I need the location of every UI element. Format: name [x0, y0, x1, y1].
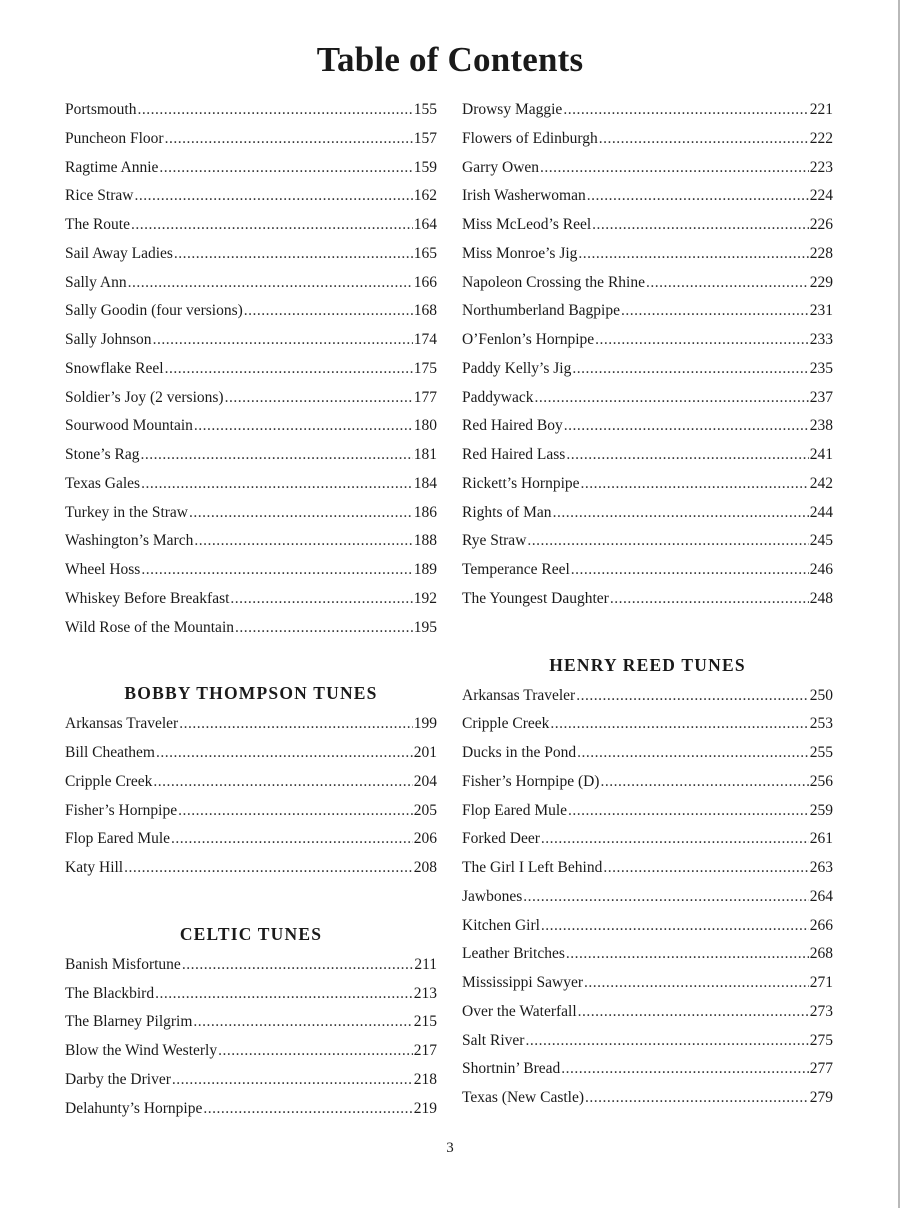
spacer: [65, 883, 437, 917]
toc-entry-title: Ragtime Annie: [65, 158, 159, 176]
dot-leader: [576, 682, 809, 711]
toc-entry-title: Flop Eared Mule: [65, 830, 171, 848]
toc-entry-title: Jawbones: [462, 887, 523, 905]
dot-leader: [159, 154, 412, 183]
dot-leader: [137, 96, 412, 125]
toc-entry-page: 192: [413, 589, 437, 607]
toc-entry-title: The Girl I Left Behind: [462, 859, 603, 876]
toc-entry-title: Blow the Wind Westerly: [65, 1042, 218, 1059]
toc-entry-page: 180: [413, 417, 437, 435]
toc-entry-title: Ducks in the Pond: [462, 744, 577, 761]
toc-entry-page: 253: [809, 715, 833, 733]
dot-leader: [155, 980, 413, 1009]
dot-leader: [563, 96, 808, 125]
toc-entry-title: Arkansas Traveler: [462, 686, 576, 704]
toc-entry-page: 199: [413, 715, 437, 733]
toc-entry-title: Temperance Reel: [462, 561, 570, 578]
dot-leader: [553, 499, 809, 528]
toc-entry: [65, 1095, 437, 1124]
dot-leader: [572, 355, 808, 384]
toc-entry-title: Salt River: [462, 1031, 525, 1049]
toc-entry-page: 177: [413, 388, 437, 406]
dot-leader: [621, 297, 809, 326]
toc-entry: [65, 154, 437, 183]
section-heading-bobby-thompson: BOBBY THOMPSON TUNES: [124, 683, 378, 704]
toc-entry-page: 231: [809, 302, 833, 320]
dot-leader: [141, 470, 413, 499]
toc-entry-page: 266: [809, 916, 833, 934]
dot-leader: [568, 797, 809, 826]
toc-entry: [65, 269, 437, 298]
toc-entry: [65, 240, 437, 269]
toc-entry: [462, 682, 833, 711]
toc-entry-title: Darby the Driver: [65, 1070, 171, 1088]
toc-entry-title: Irish Washerwoman: [462, 187, 586, 205]
toc-entry-page: 181: [413, 446, 437, 463]
toc-entry: [65, 355, 437, 384]
dot-leader: [153, 768, 412, 797]
toc-entry-title: Sourwood Mountain: [65, 417, 193, 435]
toc-entry-page: 268: [809, 945, 833, 963]
dot-leader: [194, 527, 412, 556]
toc-entry-title: Whiskey Before Breakfast: [65, 589, 230, 607]
toc-entry-title: Arkansas Traveler: [65, 715, 179, 733]
spacer: [462, 614, 833, 648]
toc-entry: [462, 269, 833, 298]
toc-entry-title: Soldier’s Joy (2 versions): [65, 388, 224, 406]
toc-entry: [65, 527, 437, 556]
dot-leader: [584, 969, 809, 998]
toc-entry: [65, 825, 437, 854]
dot-leader: [134, 182, 412, 211]
toc-entry-page: 174: [413, 331, 437, 348]
toc-entry-page: 205: [413, 801, 437, 819]
toc-entry-page: 188: [413, 532, 437, 550]
toc-entry-title: Rights of Man: [462, 503, 552, 521]
toc-entry-page: 255: [809, 744, 833, 761]
dot-leader: [182, 951, 414, 980]
toc-entry-page: 222: [809, 129, 833, 147]
toc-entry-page: 241: [809, 446, 833, 463]
toc-entry-page: 271: [809, 974, 833, 991]
dot-leader: [225, 384, 413, 413]
toc-entry-title: Turkey in the Straw: [65, 503, 188, 521]
dot-leader: [534, 384, 808, 413]
dot-leader: [585, 1084, 809, 1113]
page-number: 3: [446, 1140, 454, 1156]
toc-entry-page: 166: [413, 273, 437, 291]
dot-leader: [193, 1008, 412, 1037]
toc-entry-page: 162: [413, 187, 437, 205]
dot-leader: [179, 710, 413, 739]
toc-entry-title: Miss McLeod’s Reel: [462, 216, 592, 233]
dot-leader: [525, 1027, 808, 1056]
toc-list-celtic: [65, 951, 437, 1124]
toc-entry: [462, 1027, 833, 1056]
toc-entry: [462, 211, 833, 240]
dot-leader: [592, 211, 809, 240]
dot-leader: [218, 1037, 413, 1066]
toc-entry: [462, 125, 833, 154]
toc-entry: [65, 854, 437, 883]
toc-entry: [462, 912, 833, 941]
toc-entry: [462, 154, 833, 183]
toc-entry: [65, 614, 437, 643]
toc-entry-title: Leather Britches: [462, 945, 565, 963]
toc-entry-page: 168: [413, 302, 437, 320]
toc-entry: [65, 412, 437, 441]
toc-entry-title: Wheel Hoss: [65, 561, 141, 578]
toc-entry-page: 259: [809, 801, 833, 819]
toc-entry-title: Snowflake Reel: [65, 359, 164, 377]
dot-leader: [541, 912, 809, 941]
toc-entry-title: Mississippi Sawyer: [462, 974, 583, 991]
toc-entry-page: 242: [809, 474, 833, 492]
toc-entry-title: Forked Deer: [462, 830, 540, 848]
toc-entry-title: Sally Goodin (four versions): [65, 302, 243, 320]
toc-entry-page: 201: [413, 744, 437, 761]
dot-leader: [172, 1066, 413, 1095]
toc-entry-page: 233: [809, 331, 833, 348]
toc-entry: [65, 441, 437, 470]
toc-entry-page: 175: [413, 359, 437, 377]
toc-entry: [65, 1008, 437, 1037]
dot-leader: [194, 412, 413, 441]
toc-entry-page: 275: [809, 1031, 833, 1049]
toc-entry-title: Northumberland Bagpipe: [462, 302, 620, 320]
toc-entry-page: 208: [413, 859, 437, 876]
toc-entry: [462, 940, 833, 969]
dot-leader: [189, 499, 413, 528]
spacer: [65, 642, 437, 676]
toc-entry-page: 184: [413, 474, 437, 492]
toc-entry-page: 229: [809, 273, 833, 291]
toc-entry-page: 245: [809, 532, 833, 550]
toc-list-celtic-continued: [462, 96, 833, 614]
toc-entry-title: Katy Hill: [65, 859, 124, 876]
section-heading-celtic: CELTIC TUNES: [179, 923, 323, 944]
dot-leader: [540, 154, 809, 183]
dot-leader: [171, 825, 413, 854]
toc-entry: [65, 951, 437, 980]
toc-entry-title: Over the Waterfall: [462, 1002, 577, 1020]
toc-entry-page: 206: [413, 830, 437, 848]
toc-entry: [462, 384, 833, 413]
dot-leader: [165, 355, 413, 384]
toc-entry-title: Napoleon Crossing the Rhine: [462, 273, 645, 291]
dot-leader: [587, 182, 809, 211]
toc-entry: [65, 125, 437, 154]
toc-entry-page: 279: [809, 1089, 833, 1106]
toc-entry: [462, 998, 833, 1027]
toc-entry-title: Cripple Creek: [462, 715, 550, 733]
dot-leader: [203, 1095, 412, 1124]
toc-entry: [462, 768, 833, 797]
toc-entry-page: 155: [413, 101, 437, 118]
toc-entry-page: 277: [809, 1060, 833, 1078]
dot-leader: [541, 825, 809, 854]
toc-entry-title: Banish Misfortune: [65, 955, 181, 973]
toc-entry: [65, 326, 437, 355]
left-column: [65, 96, 437, 1123]
dot-leader: [561, 1055, 808, 1084]
toc-entry-page: 248: [809, 589, 833, 607]
toc-entry: [65, 585, 437, 614]
dot-leader: [600, 768, 808, 797]
dot-leader: [577, 739, 809, 768]
toc-entry: [65, 384, 437, 413]
toc-entry-title: Rye Straw: [462, 532, 527, 550]
toc-entry-title: Paddy Kelly’s Jig: [462, 359, 572, 377]
toc-entry: [65, 96, 437, 125]
dot-leader: [571, 556, 809, 585]
dot-leader: [235, 614, 413, 643]
toc-entry-page: 218: [413, 1070, 437, 1088]
toc-entry-page: 264: [809, 887, 833, 905]
toc-entry-page: 250: [809, 686, 833, 704]
toc-entry-title: Wild Rose of the Mountain: [65, 618, 234, 636]
toc-list-bobby-thompson: [65, 710, 437, 883]
toc-entry-title: The Blarney Pilgrim: [65, 1013, 193, 1031]
toc-entry: [65, 211, 437, 240]
toc-entry: [462, 297, 833, 326]
dot-leader: [174, 240, 413, 269]
toc-entry-title: O’Fenlon’s Hornpipe: [462, 331, 595, 348]
dot-leader: [603, 854, 808, 883]
toc-entry-page: 157: [413, 129, 437, 147]
toc-entry-page: 213: [413, 984, 437, 1002]
toc-entry: [462, 1084, 833, 1113]
toc-entry-title: Shortnin’ Bread: [462, 1060, 561, 1078]
toc-entry-page: 186: [413, 503, 437, 521]
toc-entry-page: 217: [413, 1042, 437, 1059]
toc-list-henry-reed: [462, 682, 833, 1113]
toc-entry: [65, 499, 437, 528]
toc-entry: [462, 412, 833, 441]
dot-leader: [550, 710, 808, 739]
toc-entry: [462, 182, 833, 211]
toc-entry-page: 238: [809, 417, 833, 435]
toc-entry: [462, 96, 833, 125]
dot-leader: [523, 883, 808, 912]
dot-leader: [131, 211, 413, 240]
toc-entry: [462, 797, 833, 826]
toc-entry: [65, 797, 437, 826]
dot-leader: [578, 998, 809, 1027]
toc-entry-title: Rickett’s Hornpipe: [462, 474, 580, 492]
toc-entry-title: Delahunty’s Hornpipe: [65, 1099, 203, 1117]
dot-leader: [646, 269, 809, 298]
toc-entry: [65, 980, 437, 1009]
toc-entry: [65, 739, 437, 768]
dot-leader: [610, 585, 809, 614]
toc-entry-page: 215: [413, 1013, 437, 1031]
toc-entry-title: Texas Gales: [65, 474, 141, 492]
toc-entry-page: 261: [809, 830, 833, 848]
dot-leader: [230, 585, 412, 614]
toc-entry-page: 195: [413, 618, 437, 636]
toc-entry: [65, 556, 437, 585]
toc-entry: [462, 470, 833, 499]
toc-entry: [462, 969, 833, 998]
dot-leader: [527, 527, 808, 556]
toc-entry: [462, 499, 833, 528]
toc-entry: [462, 710, 833, 739]
toc-entry-page: 228: [809, 244, 833, 262]
toc-entry: [462, 355, 833, 384]
toc-entry-page: 211: [414, 955, 437, 973]
dot-leader: [564, 412, 809, 441]
toc-entry: [462, 825, 833, 854]
toc-entry-title: Red Haired Lass: [462, 446, 566, 463]
toc-entry-title: The Blackbird: [65, 984, 155, 1002]
dot-leader: [128, 269, 413, 298]
toc-entry-page: 226: [809, 216, 833, 233]
dot-leader: [595, 326, 809, 355]
toc-entry-title: Texas (New Castle): [462, 1089, 585, 1106]
toc-entry-title: Fisher’s Hornpipe (D): [462, 772, 600, 790]
toc-entry: [65, 470, 437, 499]
toc-entry-title: Washington’s March: [65, 532, 194, 550]
toc-entry-title: Sally Ann: [65, 273, 127, 291]
toc-entry-title: Red Haired Boy: [462, 417, 563, 435]
toc-entry: [462, 854, 833, 883]
dot-leader: [165, 125, 413, 154]
toc-entry-title: Bill Cheathem: [65, 744, 155, 761]
toc-entry: [462, 326, 833, 355]
toc-entry: [65, 768, 437, 797]
toc-entry-page: 263: [809, 859, 833, 876]
toc-entry-title: Flop Eared Mule: [462, 801, 568, 819]
toc-entry-page: 244: [809, 503, 833, 521]
toc-entry-title: Puncheon Floor: [65, 129, 164, 147]
toc-entry-title: The Youngest Daughter: [462, 589, 609, 607]
dot-leader: [566, 940, 809, 969]
toc-entry-title: Stone’s Rag: [65, 446, 140, 463]
toc-entry-page: 237: [809, 388, 833, 406]
dot-leader: [141, 556, 412, 585]
toc-list-main: [65, 96, 437, 642]
toc-entry-page: 246: [809, 561, 833, 578]
toc-entry: [462, 441, 833, 470]
toc-entry: [65, 1066, 437, 1095]
toc-entry-page: 165: [413, 244, 437, 262]
toc-entry-title: Rice Straw: [65, 187, 134, 205]
toc-entry-page: 219: [413, 1099, 437, 1117]
toc-entry: [462, 739, 833, 768]
dot-leader: [244, 297, 413, 326]
toc-entry-title: Sail Away Ladies: [65, 244, 173, 262]
dot-leader: [153, 326, 413, 355]
toc-entry-page: 235: [809, 359, 833, 377]
toc-entry-page: 256: [809, 772, 833, 790]
toc-entry-page: 189: [413, 561, 437, 578]
toc-entry: [462, 240, 833, 269]
toc-entry: [462, 1055, 833, 1084]
dot-leader: [178, 797, 413, 826]
toc-entry: [65, 297, 437, 326]
toc-entry-title: Portsmouth: [65, 101, 137, 118]
toc-entry: [65, 182, 437, 211]
toc-entry-title: Flowers of Edinburgh: [462, 129, 598, 147]
toc-entry: [65, 710, 437, 739]
toc-entry-title: Miss Monroe’s Jig: [462, 244, 578, 262]
toc-entry-title: Fisher’s Hornpipe: [65, 801, 178, 819]
toc-entry-title: The Route: [65, 216, 130, 233]
dot-leader: [599, 125, 809, 154]
dot-leader: [581, 470, 809, 499]
toc-entry-title: Garry Owen: [462, 158, 540, 176]
dot-leader: [566, 441, 808, 470]
toc-entry-page: 224: [809, 187, 833, 205]
toc-entry-title: Cripple Creek: [65, 772, 153, 790]
dot-leader: [156, 739, 413, 768]
toc-entry-page: 204: [413, 772, 437, 790]
toc-entry-page: 223: [809, 158, 833, 176]
toc-entry-page: 159: [413, 158, 437, 176]
right-column: [462, 96, 833, 1113]
toc-entry-page: 221: [809, 101, 833, 118]
toc-entry-title: Kitchen Girl: [462, 916, 540, 934]
toc-entry: [65, 1037, 437, 1066]
toc-entry: [462, 883, 833, 912]
toc-entry-title: Paddywack: [462, 388, 534, 406]
toc-entry-title: Drowsy Maggie: [462, 101, 563, 118]
toc-entry: [462, 585, 833, 614]
toc-entry: [462, 527, 833, 556]
dot-leader: [124, 854, 413, 883]
dot-leader: [578, 240, 808, 269]
page-title: Table of Contents: [316, 40, 584, 79]
toc-entry: [462, 556, 833, 585]
toc-entry-page: 273: [809, 1002, 833, 1020]
dot-leader: [141, 441, 413, 470]
toc-entry-page: 164: [413, 216, 437, 233]
toc-entry-title: Sally Johnson: [65, 331, 152, 348]
section-heading-henry-reed: HENRY REED TUNES: [549, 654, 746, 675]
